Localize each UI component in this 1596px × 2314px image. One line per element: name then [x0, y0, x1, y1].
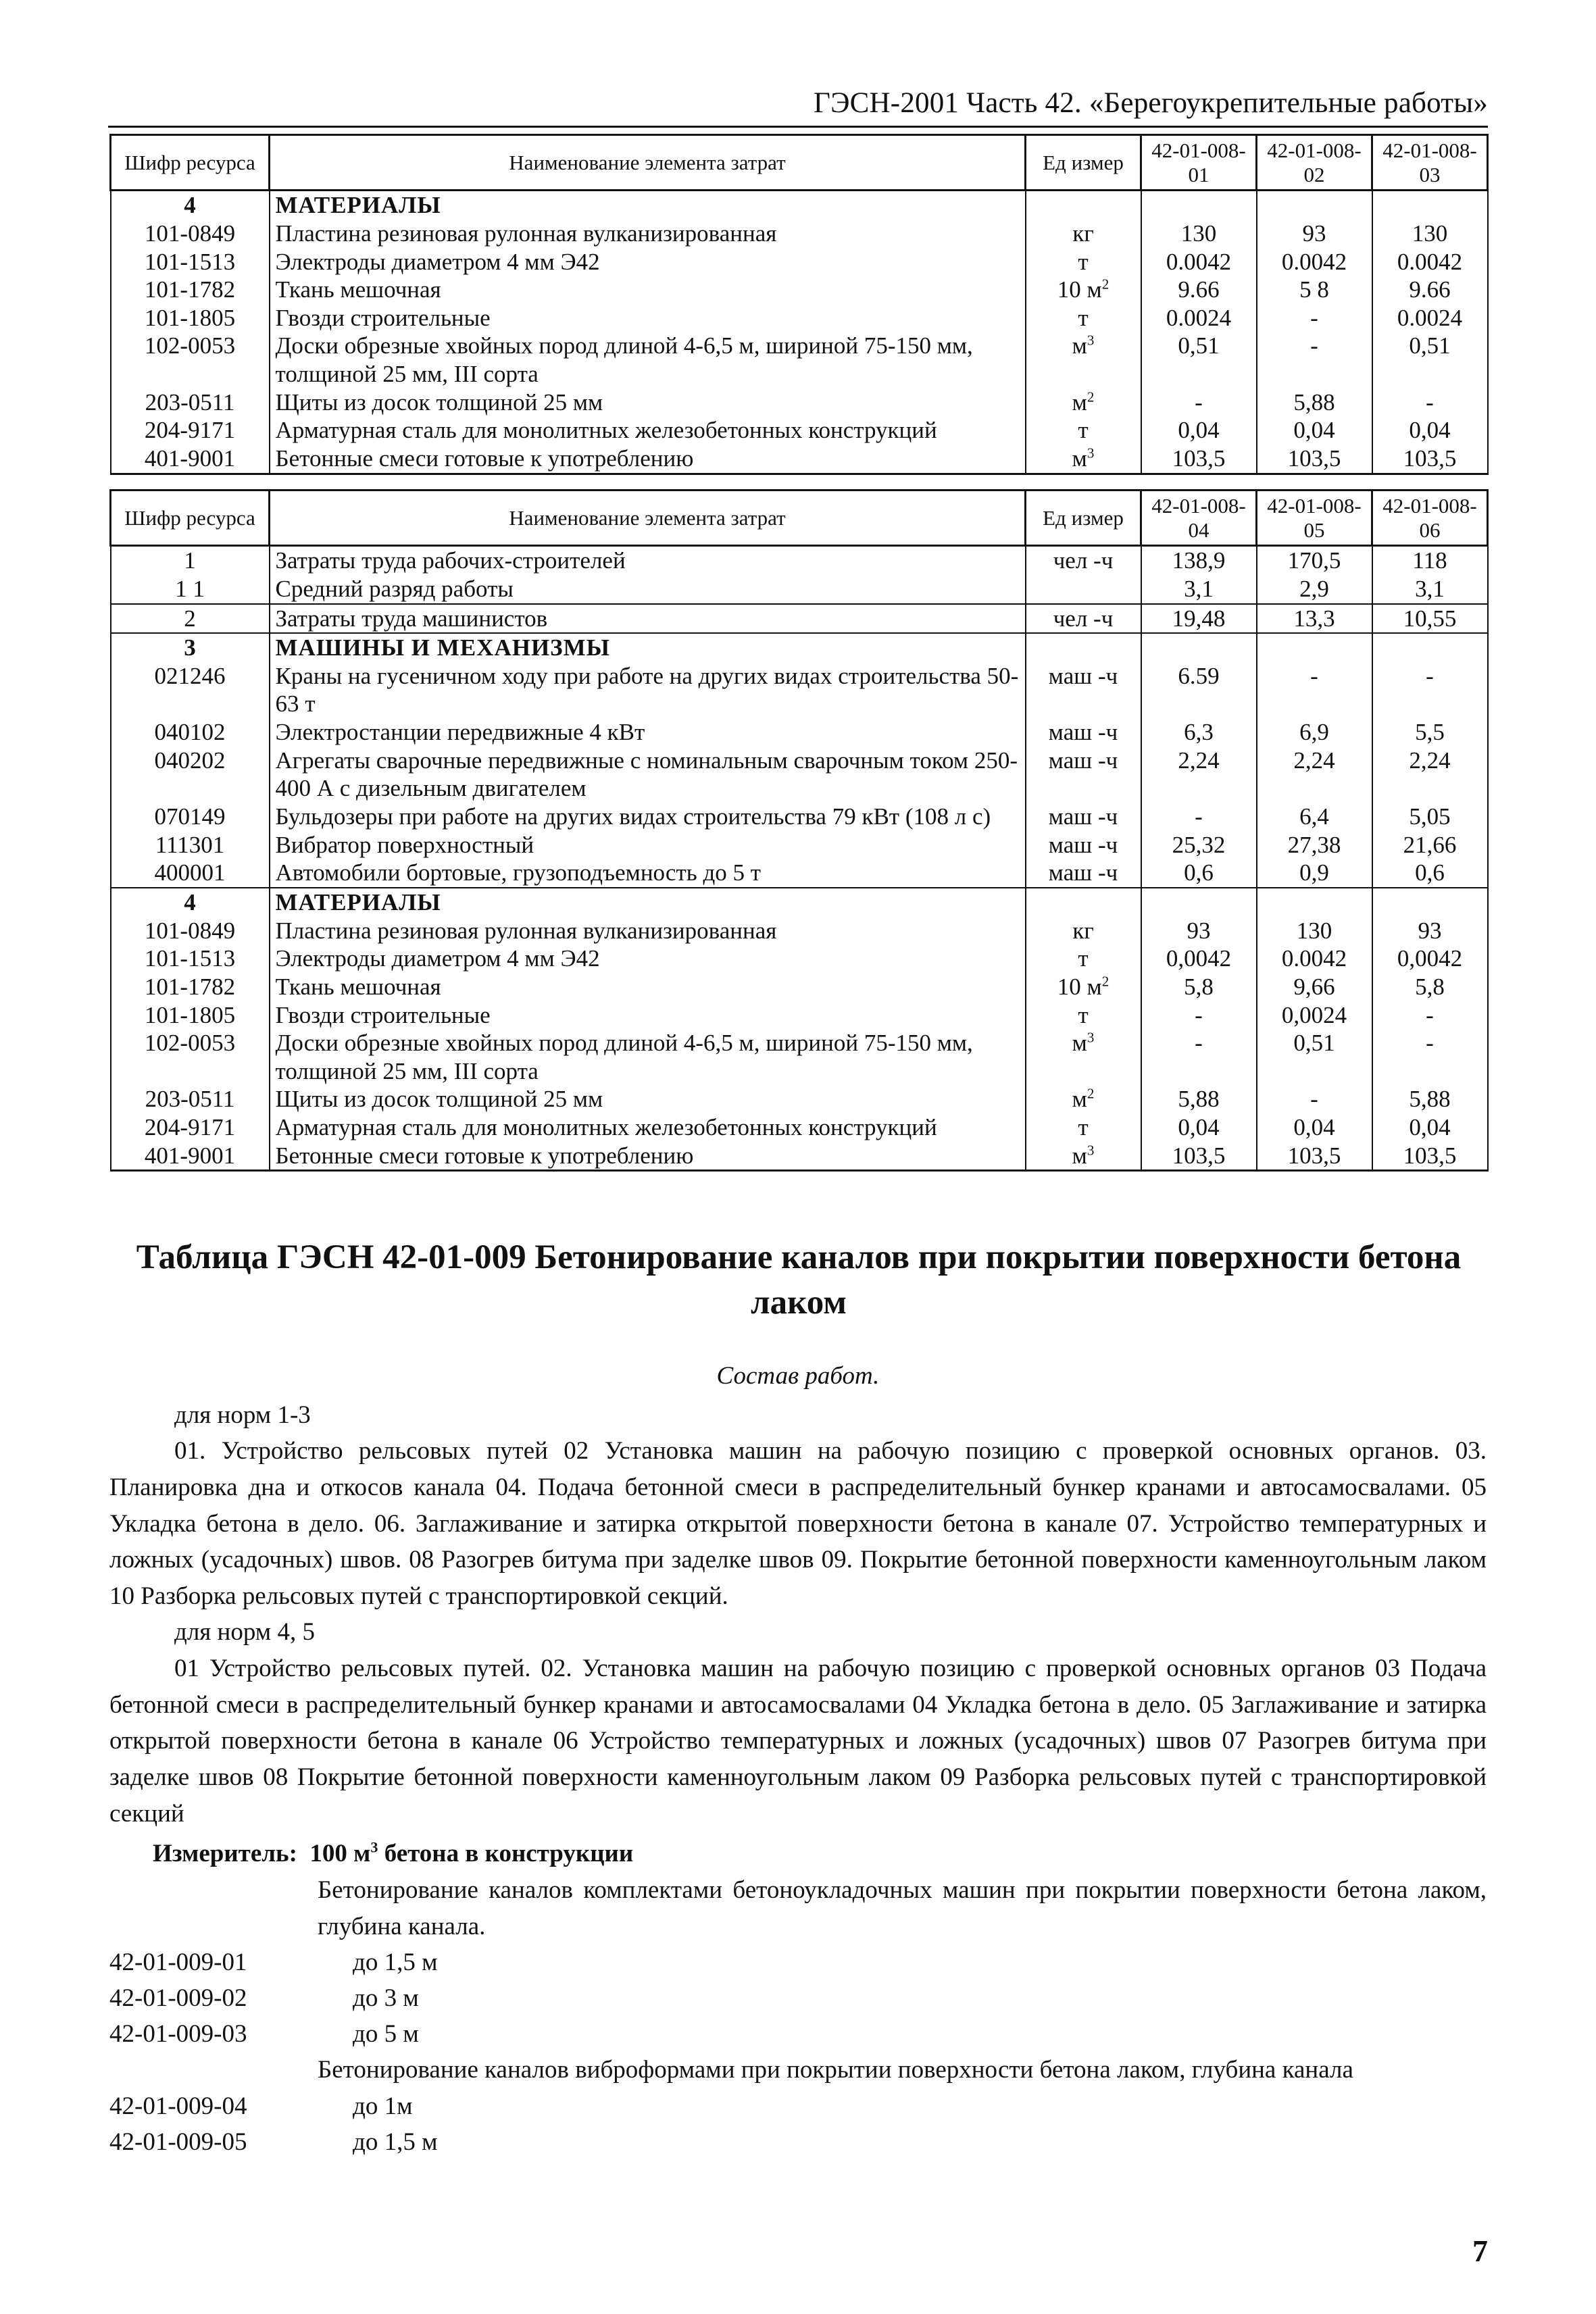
resource-code: 203-0511 [111, 1085, 270, 1113]
resource-unit [1026, 445, 1141, 474]
norm-code: 42-01-009-02 [109, 1984, 247, 2013]
table-row [111, 1029, 1488, 1085]
resource-code: 3 [111, 633, 270, 662]
resource-unit [1026, 1113, 1141, 1142]
norm-value: - [1257, 1085, 1372, 1113]
header-norm: 42-01-008-04 [1141, 491, 1257, 546]
norm-value: 6,4 [1257, 803, 1372, 831]
unit-exponent: 3 [1087, 1029, 1095, 1046]
norm-value: - [1141, 388, 1257, 417]
table-row [111, 662, 1488, 718]
norm-value: 2,24 [1372, 747, 1488, 803]
header-norm: 42-01-008-01 [1141, 135, 1257, 191]
norm-value: 0,04 [1257, 416, 1372, 445]
norm-value: 5,05 [1372, 803, 1488, 831]
norm-value [1372, 888, 1488, 917]
norm-value: 130 [1141, 220, 1257, 248]
header-unit: Ед измер [1026, 135, 1141, 191]
unit-text: маш -ч [1048, 803, 1118, 830]
norm-value: 6,9 [1257, 718, 1372, 747]
resource-code: 1 [111, 546, 270, 575]
norm-value: 0,51 [1372, 332, 1488, 388]
norm-value: 103,5 [1257, 445, 1372, 474]
resource-code: 101-1805 [111, 1001, 270, 1030]
norm-value: - [1372, 1029, 1488, 1085]
resource-name: Доски обрезные хвойных пород длиной 4-6,5 м, шириной 75-150 мм, толщиной 25 мм, III сорта [270, 1029, 1026, 1085]
table-header-row [111, 491, 1488, 546]
unit-text: чел -ч [1053, 605, 1114, 632]
norm-value: - [1257, 332, 1372, 388]
norm-value: 0,9 [1257, 859, 1372, 888]
table-row [111, 803, 1488, 831]
resource-unit [1026, 575, 1141, 604]
resource-name: Бетонные смеси готовые к употреблению [270, 445, 1026, 474]
resource-unit [1026, 633, 1141, 662]
table-row [111, 747, 1488, 803]
table-row [111, 1001, 1488, 1030]
resource-unit [1026, 304, 1141, 332]
norm-value: 103,5 [1372, 445, 1488, 474]
norm-group-label: для норм 1-3 [174, 1401, 311, 1429]
table-row [111, 945, 1488, 973]
norm-value: 5,88 [1257, 388, 1372, 417]
resource-name: Арматурная сталь для монолитных железобетонных конструкций [270, 1113, 1026, 1142]
unit-exponent: 3 [1087, 445, 1095, 461]
unit-text: т [1078, 248, 1089, 275]
norm-code: 42-01-009-03 [109, 2020, 247, 2048]
norm-value: 9.66 [1141, 276, 1257, 304]
unit-exponent: 2 [1101, 276, 1109, 293]
unit-exponent: 2 [1087, 388, 1095, 405]
header-name: Наименование элемента затрат [270, 135, 1026, 191]
table-row [111, 917, 1488, 945]
table-row [111, 973, 1488, 1001]
table-row [111, 604, 1488, 634]
table-row [111, 276, 1488, 304]
norm-value: 130 [1257, 917, 1372, 945]
norm-depth: до 1,5 м [353, 2128, 438, 2156]
resource-code: 204-9171 [111, 416, 270, 445]
resource-unit [1026, 1142, 1141, 1171]
resource-code: 021246 [111, 662, 270, 718]
unit-exponent: 2 [1087, 1085, 1095, 1102]
norm-value: 138,9 [1141, 546, 1257, 575]
norm-value: 118 [1372, 546, 1488, 575]
unit-text: м [1072, 388, 1087, 416]
table-row [111, 1085, 1488, 1113]
resource-unit [1026, 191, 1141, 220]
norm-value: - [1372, 662, 1488, 718]
table-row [111, 1113, 1488, 1142]
header-code: Шифр ресурса [111, 491, 270, 546]
resource-unit [1026, 1085, 1141, 1113]
norm-depth: до 1м [353, 2092, 413, 2120]
unit-text: м [1072, 1030, 1087, 1057]
resource-code: 401-9001 [111, 1142, 270, 1171]
resource-code: 4 [111, 888, 270, 917]
norm-value [1257, 633, 1372, 662]
norm-value: 0,51 [1141, 332, 1257, 388]
norm-value: 2,9 [1257, 575, 1372, 604]
norm-value: 10,55 [1372, 604, 1488, 634]
composition-section [109, 1358, 1487, 2160]
header-norm: 42-01-008-06 [1372, 491, 1488, 546]
resource-unit [1026, 1029, 1141, 1085]
resource-name: Затраты труда рабочих-строителей [270, 546, 1026, 575]
resource-name: Гвозди строительные [270, 1001, 1026, 1030]
table-row [111, 220, 1488, 248]
norm-value: 2,24 [1257, 747, 1372, 803]
table-row [111, 546, 1488, 575]
resource-name: Электроды диаметром 4 мм Э42 [270, 248, 1026, 276]
norm-value: 27,38 [1257, 831, 1372, 859]
norm-value: 19,48 [1141, 604, 1257, 634]
composition-text: 01. Устройство рельсовых путей 02 Установка машин на рабочую позицию с проверкой основных органов. 03. Планировка дна и откосов канала 04. Подача бетонной смеси в распределительный бункер кранами и автосамосвалами. 05 Укладка бетона в дело. 06. Заглаживание и затирка открытой поверхности бетона в канале 07. Устройство температурных и ложных (усадочных) швов. 08 Разогрев битума при заделке швов 09. Покрытие бетонной поверхности каменноугольным лаком 10 Разборка рельсовых путей с транспортировкой секций. [109, 1437, 1487, 1610]
resource-unit [1026, 747, 1141, 803]
table-header-row [111, 135, 1488, 191]
resource-code: 401-9001 [111, 445, 270, 474]
norm-value: 103,5 [1141, 445, 1257, 474]
norm-depth: до 3 м [353, 1984, 419, 2013]
header-norm: 42-01-008-05 [1257, 491, 1372, 546]
unit-text: м [1072, 1086, 1087, 1113]
norm-value: 0.0042 [1141, 248, 1257, 276]
header-norm: 42-01-008-03 [1372, 135, 1488, 191]
resource-code: 1 1 [111, 575, 270, 604]
unit-text: 10 м [1057, 276, 1102, 303]
resource-name: Вибратор поверхностный [270, 831, 1026, 859]
norm-code: 42-01-009-04 [109, 2092, 247, 2120]
section-row [111, 191, 1488, 220]
norm-value: 0,04 [1372, 1113, 1488, 1142]
resource-unit [1026, 604, 1141, 634]
norm-value [1372, 191, 1488, 220]
resource-name: Краны на гусеничном ходу при работе на других видах строительства 50-63 т [270, 662, 1026, 718]
table-row [111, 1142, 1488, 1171]
meter-line [153, 1836, 1487, 1872]
norm-value: - [1372, 1001, 1488, 1030]
header-name: Наименование элемента затрат [270, 491, 1026, 546]
unit-text: т [1078, 945, 1089, 972]
resource-name: Доски обрезные хвойных пород длиной 4-6,5 м, шириной 75-150 мм, толщиной 25 мм, III сорта [270, 332, 1026, 388]
resource-name: Агрегаты сварочные передвижные с номинальным сварочным током 250-400 А с дизельным двигателем [270, 747, 1026, 803]
norm-depth: до 1,5 м [353, 1948, 438, 1977]
unit-text: кг [1072, 220, 1094, 247]
unit-exponent: 3 [1087, 1142, 1095, 1159]
resource-name: Пластина резиновая рулонная вулканизированная [270, 220, 1026, 248]
table-row [111, 248, 1488, 276]
norm-value [1372, 633, 1488, 662]
resource-unit [1026, 416, 1141, 445]
table-row [111, 332, 1488, 388]
resource-unit [1026, 718, 1141, 747]
norm-value: 103,5 [1141, 1142, 1257, 1171]
norm-value: - [1141, 1001, 1257, 1030]
resource-name: Автомобили бортовые, грузоподъемность до 5 т [270, 859, 1026, 888]
unit-text: кг [1072, 917, 1094, 944]
norm-value: 0.0024 [1372, 304, 1488, 332]
resource-unit [1026, 973, 1141, 1001]
resource-name: Бетонные смеси готовые к употреблению [270, 1142, 1026, 1171]
norm-value: - [1257, 662, 1372, 718]
table-row [111, 388, 1488, 417]
resource-code: 101-1513 [111, 248, 270, 276]
norm-value [1257, 888, 1372, 917]
resource-code: 101-1782 [111, 973, 270, 1001]
resource-name: Средний разряд работы [270, 575, 1026, 604]
norm-item [109, 2124, 1487, 2160]
resource-unit [1026, 1001, 1141, 1030]
resource-name: Электроды диаметром 4 мм Э42 [270, 945, 1026, 973]
resource-code: 101-1513 [111, 945, 270, 973]
resource-code: 101-1782 [111, 276, 270, 304]
norm-value: 21,66 [1372, 831, 1488, 859]
norm-value: 5,5 [1372, 718, 1488, 747]
unit-text: маш -ч [1048, 859, 1118, 886]
norm-value: 13,3 [1257, 604, 1372, 634]
resource-unit [1026, 888, 1141, 917]
norm-value: 103,5 [1372, 1142, 1488, 1171]
norm-value: 3,1 [1372, 575, 1488, 604]
table-row [111, 575, 1488, 604]
resource-name: Щиты из досок толщиной 25 мм [270, 1085, 1026, 1113]
norm-value: - [1141, 1029, 1257, 1085]
resource-unit [1026, 388, 1141, 417]
norm-value: 0,04 [1141, 1113, 1257, 1142]
resource-unit [1026, 332, 1141, 388]
resource-unit [1026, 546, 1141, 575]
resource-code: 203-0511 [111, 388, 270, 417]
resource-code: 102-0053 [111, 1029, 270, 1085]
norm-item [109, 2016, 1487, 2052]
norm-group-label: для норм 4, 5 [174, 1618, 315, 1646]
unit-text: т [1078, 417, 1089, 444]
resource-unit [1026, 220, 1141, 248]
resource-code: 040102 [111, 718, 270, 747]
resource-name: Пластина резиновая рулонная вулканизированная [270, 917, 1026, 945]
norm-description: Бетонирование каналов виброформами при покрытии поверхности бетона лаком, глубина канала [318, 2056, 1353, 2084]
norm-item [109, 2088, 1487, 2124]
table-row [111, 718, 1488, 747]
unit-text: маш -ч [1048, 747, 1118, 774]
unit-text: маш -ч [1048, 662, 1118, 689]
resource-name: Щиты из досок толщиной 25 мм [270, 388, 1026, 417]
resource-code: 101-1805 [111, 304, 270, 332]
unit-text: м [1072, 445, 1087, 472]
resource-table-top [109, 134, 1489, 475]
resource-code: 400001 [111, 859, 270, 888]
header-norm: 42-01-008-02 [1257, 135, 1372, 191]
resource-unit [1026, 917, 1141, 945]
norm-value: 0,51 [1257, 1029, 1372, 1085]
norm-value: 0,0042 [1141, 945, 1257, 973]
norm-item [109, 1944, 1487, 1980]
norm-list [109, 1944, 1487, 2052]
norm-value: 170,5 [1257, 546, 1372, 575]
meter-sup: 3 [370, 1839, 378, 1856]
norm-value: 6.59 [1141, 662, 1257, 718]
norm-value: 0,0024 [1257, 1001, 1372, 1030]
norm-value: 93 [1257, 220, 1372, 248]
running-header: ГЭСН-2001 Часть 42. «Берегоукрепительные работы» [814, 87, 1488, 119]
resource-unit [1026, 803, 1141, 831]
section-row [111, 633, 1488, 662]
resource-name: Гвозди строительные [270, 304, 1026, 332]
norm-list [109, 2088, 1487, 2160]
norm-value: 0,04 [1257, 1113, 1372, 1142]
resource-table-bottom [109, 489, 1489, 1172]
norm-value: - [1257, 304, 1372, 332]
norm-value: 0.0042 [1372, 248, 1488, 276]
header-rule [108, 126, 1488, 128]
resource-code: 204-9171 [111, 1113, 270, 1142]
section-row [111, 888, 1488, 917]
resource-name: МАШИНЫ И МЕХАНИЗМЫ [270, 633, 1026, 662]
norm-value: 93 [1372, 917, 1488, 945]
unit-text: т [1078, 304, 1089, 331]
norm-value: 5,8 [1141, 973, 1257, 1001]
norm-value [1257, 191, 1372, 220]
unit-exponent: 3 [1087, 332, 1095, 349]
composition-heading: Состав работ. [716, 1362, 880, 1390]
composition-text: 01 Устройство рельсовых путей. 02. Установка машин на рабочую позицию с проверкой основных органов 03 Подача бетонной смеси в распределительный бункер кранами и автосамосвалами 04 Укладка бетона в дело. 05 Заглаживание и затирка открытой поверхности бетона в канале 06 Устройство температурных и ложных (усадочных) швов 07 Разогрев битума при заделке швов 08 Покрытие бетонной поверхности каменноугольным лаком 09 Разборка рельсовых путей с транспортировкой секций [109, 1655, 1487, 1828]
resource-code: 101-0849 [111, 917, 270, 945]
norm-value: 9,66 [1257, 973, 1372, 1001]
norm-value: 9.66 [1372, 276, 1488, 304]
table-row [111, 304, 1488, 332]
norm-description: Бетонирование каналов комплектами бетоноукладочных машин при покрытии поверхности бетона лаком, глубина канала. [318, 1876, 1487, 1940]
norm-value: 0,6 [1372, 859, 1488, 888]
meter-tail: бетона в конструкции [378, 1840, 634, 1868]
header-code: Шифр ресурса [111, 135, 270, 191]
norm-value: 103,5 [1257, 1142, 1372, 1171]
resource-name: Электростанции передвижные 4 кВт [270, 718, 1026, 747]
unit-exponent: 2 [1101, 973, 1109, 990]
norm-depth: до 5 м [353, 2020, 419, 2048]
header-unit: Ед измер [1026, 491, 1141, 546]
norm-value: 0.0042 [1257, 945, 1372, 973]
norm-value: - [1141, 803, 1257, 831]
table-row [111, 445, 1488, 474]
norm-code: 42-01-009-01 [109, 1948, 247, 1977]
norm-value: 130 [1372, 220, 1488, 248]
norm-value [1141, 633, 1257, 662]
unit-text: м [1072, 1142, 1087, 1169]
norm-value: 0,04 [1372, 416, 1488, 445]
resource-name: Затраты труда машинистов [270, 604, 1026, 634]
unit-text: чел -ч [1053, 547, 1114, 574]
resource-name: МАТЕРИАЛЫ [270, 191, 1026, 220]
meter-value: 100 м [309, 1840, 371, 1868]
norm-code: 42-01-009-05 [109, 2128, 247, 2156]
resource-code: 111301 [111, 831, 270, 859]
resource-code: 102-0053 [111, 332, 270, 388]
unit-text: т [1078, 1001, 1089, 1028]
norm-value: 0.0042 [1257, 248, 1372, 276]
norm-value: 0,04 [1141, 416, 1257, 445]
resource-unit [1026, 248, 1141, 276]
resource-code: 2 [111, 604, 270, 634]
unit-text: т [1078, 1114, 1089, 1141]
resource-code: 070149 [111, 803, 270, 831]
resource-unit [1026, 859, 1141, 888]
resource-unit [1026, 831, 1141, 859]
norm-value: 25,32 [1141, 831, 1257, 859]
norm-value: 3,1 [1141, 575, 1257, 604]
resource-name: Арматурная сталь для монолитных железобетонных конструкций [270, 416, 1026, 445]
resource-name: Бульдозеры при работе на других видах строительства 79 кВт (108 л с) [270, 803, 1026, 831]
resource-name: Ткань мешочная [270, 973, 1026, 1001]
resource-unit [1026, 276, 1141, 304]
norm-value: 93 [1141, 917, 1257, 945]
resource-name: МАТЕРИАЛЫ [270, 888, 1026, 917]
unit-text: м [1072, 332, 1087, 359]
norm-value: 6,3 [1141, 718, 1257, 747]
page-number: 7 [1472, 2234, 1488, 2268]
norm-value: - [1372, 388, 1488, 417]
resource-name: Ткань мешочная [270, 276, 1026, 304]
unit-text: маш -ч [1048, 719, 1118, 746]
norm-value: 5 8 [1257, 276, 1372, 304]
norm-value [1141, 888, 1257, 917]
norm-value: 0,6 [1141, 859, 1257, 888]
unit-text: 10 м [1057, 973, 1102, 1000]
resource-unit [1026, 945, 1141, 973]
norm-item [109, 1980, 1487, 2016]
table-row [111, 831, 1488, 859]
norm-value [1141, 191, 1257, 220]
resource-code: 040202 [111, 747, 270, 803]
meter-label: Измеритель: [153, 1840, 297, 1868]
table-title: Таблица ГЭСН 42-01-009 Бетонирование каналов при покрытии поверхности бетона лаком [136, 1238, 1462, 1322]
norm-value: 5,88 [1372, 1085, 1488, 1113]
norm-value: 5,88 [1141, 1085, 1257, 1113]
resource-code: 4 [111, 191, 270, 220]
norm-value: 2,24 [1141, 747, 1257, 803]
norm-value: 0,0042 [1372, 945, 1488, 973]
norm-value: 0.0024 [1141, 304, 1257, 332]
unit-text: маш -ч [1048, 831, 1118, 858]
resource-code: 101-0849 [111, 220, 270, 248]
norm-value: 5,8 [1372, 973, 1488, 1001]
table-row [111, 416, 1488, 445]
resource-unit [1026, 662, 1141, 718]
table-row [111, 859, 1488, 888]
